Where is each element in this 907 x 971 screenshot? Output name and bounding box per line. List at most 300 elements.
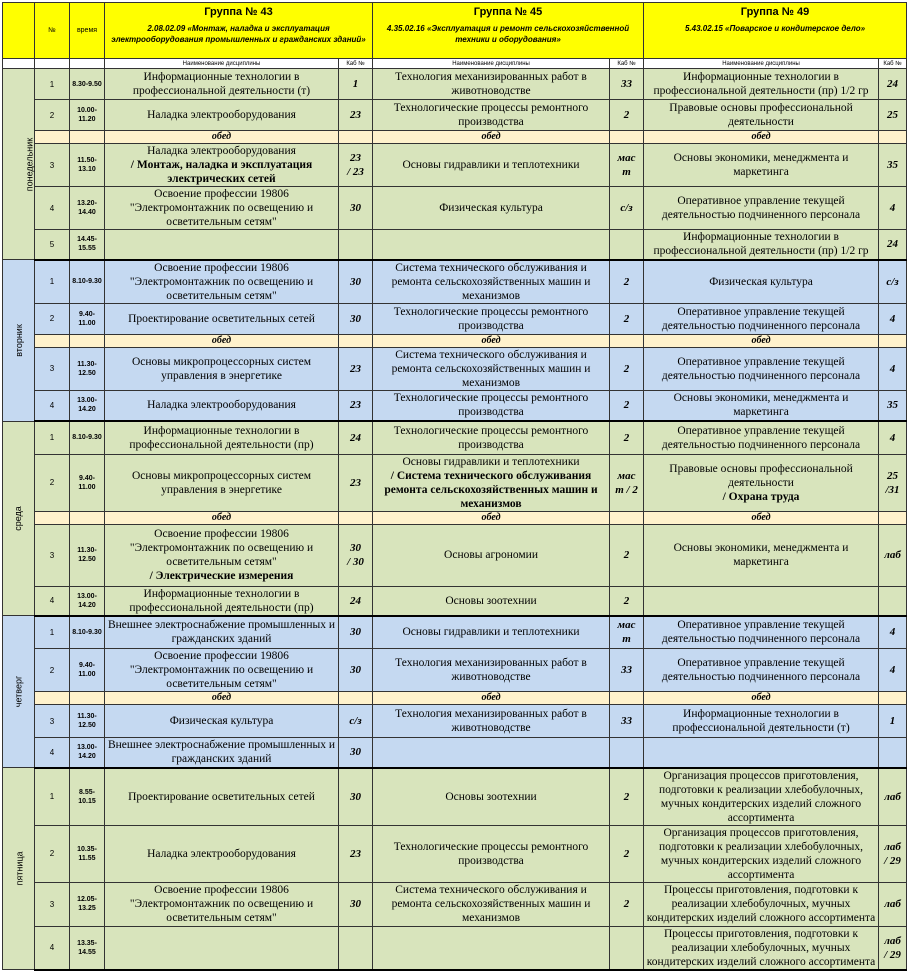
subject-cell-group-1	[105, 187, 339, 230]
lunch-row	[3, 131, 907, 144]
day-label-2	[3, 421, 35, 616]
lunch-blank	[35, 334, 70, 347]
subject-name: Информационные технологии в профессиональной деятельности (пр)	[129, 424, 314, 451]
subject-cell-group-3	[644, 768, 879, 826]
room-number: с/з	[886, 275, 899, 288]
room-number: 30	[350, 275, 361, 288]
lesson-row	[3, 187, 907, 230]
subject-cell-group-1	[105, 69, 339, 100]
room-caption: Каб №	[610, 59, 644, 69]
room-number: 4	[889, 202, 896, 214]
room-number: 4	[889, 431, 896, 444]
subject-cell-group-2	[373, 144, 610, 187]
subject-name: Технологические процессы ремонтного производства	[393, 840, 589, 867]
room-number: 35	[887, 399, 899, 412]
subject-cell-group-1	[105, 421, 339, 454]
lunch-blank	[70, 511, 105, 524]
subject-cell-group-2	[373, 926, 610, 970]
subject-cell-group-2	[373, 825, 610, 882]
room-cell-group-2	[610, 187, 644, 230]
day-label-3	[3, 616, 35, 768]
subject-name: Информационные технологии в профессиональной деятельности (т)	[672, 708, 850, 734]
room-cell-group-1	[339, 69, 373, 100]
room-cell-group-3	[879, 260, 907, 304]
lunch-blank	[70, 334, 105, 347]
room-cell-group-1	[339, 926, 373, 970]
lunch-room-blank	[610, 511, 644, 524]
lunch-label: обед	[105, 692, 339, 705]
subject-cell-group-2	[373, 303, 610, 334]
subject-name: Основы экономики, менеджмента и маркетинга	[673, 152, 849, 178]
subject-cell-group-2	[373, 738, 610, 768]
subject-name: Оперативное управление текущей деятельностью подчиненного персонала	[661, 424, 861, 451]
subject-cell-group-1	[105, 705, 339, 738]
room-cell-group-3	[879, 705, 907, 738]
subject-cell-group-1	[105, 260, 339, 304]
room-cell-group-2	[610, 738, 644, 768]
room-cell-group-1	[339, 705, 373, 738]
room-cell-group-1	[339, 187, 373, 230]
lunch-label: обед	[644, 511, 879, 524]
room-number: 2	[623, 790, 630, 803]
lesson-number: 1	[35, 69, 70, 100]
lunch-room-blank	[610, 334, 644, 347]
subject-name: Технологические процессы ремонтного производства	[393, 392, 589, 419]
lunch-room-blank	[879, 131, 907, 144]
lesson-number: 4	[35, 586, 70, 616]
lesson-row	[3, 454, 907, 511]
lesson-time: 11.30-12.50	[70, 347, 105, 390]
room-cell-group-3	[879, 738, 907, 768]
subject-cell-group-3	[644, 230, 879, 260]
room-number: 4	[889, 312, 896, 325]
subject-name: Физическая культура	[169, 715, 274, 727]
subject-name: Наладка электрооборудования	[147, 109, 296, 121]
lesson-row	[3, 768, 907, 826]
subject-cell-group-2	[373, 882, 610, 926]
subject-cell-group-3	[644, 69, 879, 100]
day-label-1	[3, 260, 35, 422]
room-cell-group-1	[339, 586, 373, 616]
subject-name: Основы микропроцессорных систем управления в энергетике	[131, 469, 312, 496]
room-number: 24	[350, 594, 361, 607]
subject-cell-group-3	[644, 260, 879, 304]
subject-alt-name: / Электрические измерения	[149, 570, 294, 582]
lesson-row	[3, 586, 907, 616]
header-number: №	[35, 3, 70, 59]
lesson-time: 11.30-12.50	[70, 524, 105, 586]
subject-name: Процессы приготовления, подготовки к реализации хлебобулочных, мучных кондитерских изделий сложного ассортимента	[646, 884, 876, 924]
subject-name: Наладка электрооборудования	[147, 145, 296, 157]
room-number: 35	[887, 159, 899, 171]
subject-cell-group-1	[105, 768, 339, 826]
subject-alt-name: / Система технического обслуживания ремонта сельскохозяйственных машин и механизмов	[384, 469, 598, 510]
group-43-specialty: 2.08.02.09 «Монтаж, наладка и эксплуатация электрооборудования промышленных и гражданских зданий»	[111, 24, 366, 44]
lesson-number: 1	[35, 768, 70, 826]
subject-cell-group-3	[644, 882, 879, 926]
subject-cell-group-3	[644, 524, 879, 586]
lunch-label: обед	[105, 131, 339, 144]
subject-cell-group-3	[644, 738, 879, 768]
lunch-label: обед	[105, 511, 339, 524]
group-45-specialty: 4.35.02.16 «Эксплуатация и ремонт сельскохозяйственной техники и оборудования»	[386, 24, 630, 44]
subject-name: Информационные технологии в профессиональной деятельности (пр) 1/2 гр	[653, 71, 869, 97]
day-name: четверг	[13, 675, 24, 708]
subject-cell-group-3	[644, 347, 879, 390]
subject-cell-group-2	[373, 260, 610, 304]
subject-alt-name: / Охрана труда	[722, 490, 800, 503]
room-number: 25	[887, 469, 899, 482]
room-number: 24	[887, 78, 899, 90]
lunch-blank	[70, 692, 105, 705]
room-number: 30	[350, 626, 361, 639]
lesson-time: 9.40-11.00	[70, 303, 105, 334]
room-cell-group-2	[610, 649, 644, 692]
room-cell-group-3	[879, 454, 907, 511]
room-cell-group-1	[339, 303, 373, 334]
room-number: 30	[350, 202, 361, 214]
room-cell-group-2	[610, 768, 644, 826]
room-cell-group-1	[339, 616, 373, 649]
room-number: 2	[623, 847, 630, 860]
room-cell-group-1	[339, 768, 373, 826]
subject-name: Информационные технологии в профессиональной деятельности (пр) 1/2 гр	[653, 231, 869, 258]
group-45-title: Группа № 45	[473, 6, 543, 18]
room-cell-group-3	[879, 347, 907, 390]
subject-cell-group-1	[105, 230, 339, 260]
lunch-blank	[70, 131, 105, 144]
subject-cell-group-2	[373, 100, 610, 131]
header-time: время	[70, 3, 105, 59]
lunch-room-blank	[339, 131, 373, 144]
room-cell-group-2	[610, 260, 644, 304]
room-cell-group-2	[610, 882, 644, 926]
room-number: 33	[621, 78, 633, 90]
room-cell-group-2	[610, 926, 644, 970]
room-number: 2	[623, 312, 630, 325]
subject-cell-group-2	[373, 421, 610, 454]
lunch-room-blank	[339, 692, 373, 705]
group-49-header	[644, 3, 907, 59]
room-cell-group-3	[879, 230, 907, 260]
room-number: 30	[350, 790, 361, 803]
subject-cell-group-3	[644, 649, 879, 692]
room-cell-group-3	[879, 825, 907, 882]
lesson-number: 4	[35, 738, 70, 768]
subject-cell-group-3	[644, 705, 879, 738]
room-cell-group-2	[610, 100, 644, 131]
lesson-time: 9.40-11.00	[70, 454, 105, 511]
lesson-row	[3, 825, 907, 882]
subject-name: Правовые основы профессиональной деятельности	[669, 462, 853, 489]
subject-cell-group-1	[105, 454, 339, 511]
subject-name: Организация процессов приготовления, подготовки к реализации хлебобулочных, мучных кондитерских изделий сложного ассортимента	[659, 826, 864, 881]
room-number: 30	[350, 664, 361, 676]
room-number: 23	[350, 399, 361, 412]
subject-name: Основы экономики, менеджмента и маркетинга	[673, 392, 849, 419]
subject-cell-group-2	[373, 187, 610, 230]
subject-cell-group-1	[105, 303, 339, 334]
subject-name: Проектирование осветительных сетей	[128, 790, 315, 803]
room-number: с/з	[349, 715, 362, 727]
lesson-time: 8.10-9.30	[70, 616, 105, 649]
lunch-label: обед	[373, 692, 610, 705]
room-number: 24	[350, 431, 361, 444]
lesson-number: 3	[35, 705, 70, 738]
subject-cell-group-3	[644, 100, 879, 131]
room-cell-group-2	[610, 454, 644, 511]
subject-name: Основы зоотехнии	[445, 790, 537, 803]
lesson-number: 3	[35, 144, 70, 187]
room-cell-group-2	[610, 144, 644, 187]
lesson-time: 13.20-14.40	[70, 187, 105, 230]
subject-cell-group-2	[373, 230, 610, 260]
day-label-4	[3, 768, 35, 970]
room-cell-group-1	[339, 421, 373, 454]
subject-name: Оперативное управление текущей деятельностью подчиненного персонала	[661, 305, 861, 332]
room-cell-group-1	[339, 260, 373, 304]
subject-cell-group-3	[644, 616, 879, 649]
lesson-row	[3, 390, 907, 421]
room-cell-group-2	[610, 586, 644, 616]
room-cell-group-3	[879, 926, 907, 970]
subject-name: Технологические процессы ремонтного производства	[393, 305, 589, 332]
lesson-time: 13.00-14.20	[70, 586, 105, 616]
room-number: 2	[623, 549, 630, 561]
lesson-row	[3, 649, 907, 692]
lunch-label: обед	[105, 334, 339, 347]
room-cell-group-3	[879, 69, 907, 100]
room-cell-group-2	[610, 69, 644, 100]
subject-cell-group-2	[373, 705, 610, 738]
room-number: 2	[623, 898, 630, 910]
subject-name: Основы гидравлики и теплотехники	[402, 626, 580, 639]
subject-caption: Наименование дисциплины	[373, 59, 610, 69]
room-cell-group-3	[879, 524, 907, 586]
room-alt-number: т	[622, 166, 631, 178]
subject-cell-group-3	[644, 825, 879, 882]
subject-cell-group-3	[644, 586, 879, 616]
subject-name: Проектирование осветительных сетей	[128, 312, 315, 325]
subject-name: Наладка электрооборудования	[147, 847, 296, 860]
lesson-time: 9.40-11.00	[70, 649, 105, 692]
room-number: 2	[623, 594, 630, 607]
subject-name: Оперативное управление текущей деятельностью подчиненного персонала	[661, 619, 861, 646]
lesson-row	[3, 303, 907, 334]
subject-name: Основы экономики, менеджмента и маркетинга	[673, 542, 849, 568]
subject-cell-group-1	[105, 825, 339, 882]
lesson-number: 2	[35, 825, 70, 882]
lunch-label: обед	[644, 131, 879, 144]
subject-name: Основы зоотехнии	[445, 594, 537, 607]
subject-name: Информационные технологии в профессиональной деятельности (пр)	[129, 587, 314, 614]
lunch-label: обед	[373, 334, 610, 347]
lesson-row	[3, 882, 907, 926]
lesson-number: 2	[35, 649, 70, 692]
lesson-time: 10.35-11.55	[70, 825, 105, 882]
subject-cell-group-2	[373, 586, 610, 616]
subject-alt-name: / Монтаж, наладка и эксплуатация электрических сетей	[130, 159, 313, 185]
room-number: 23	[350, 152, 361, 164]
subject-cell-group-3	[644, 144, 879, 187]
lesson-number: 1	[35, 421, 70, 454]
lesson-row	[3, 100, 907, 131]
subject-cell-group-1	[105, 616, 339, 649]
room-number: лаб	[884, 934, 901, 947]
room-cell-group-3	[879, 421, 907, 454]
lesson-number: 3	[35, 882, 70, 926]
subject-name: Технология механизированных работ в животноводстве	[395, 71, 587, 97]
lesson-row	[3, 260, 907, 304]
subject-name: Физическая культура	[709, 275, 813, 288]
lesson-row	[3, 616, 907, 649]
schedule-table	[2, 2, 907, 971]
lesson-time: 10.00-11.20	[70, 100, 105, 131]
room-cell-group-1	[339, 230, 373, 260]
lesson-time: 8.30-9.50	[70, 69, 105, 100]
lesson-row	[3, 524, 907, 586]
subject-cell-group-3	[644, 390, 879, 421]
room-number: 30	[350, 312, 361, 325]
subject-cell-group-1	[105, 100, 339, 131]
room-caption: Каб №	[339, 59, 373, 69]
room-alt-number: / 23	[347, 166, 364, 178]
subject-name: Основы агрономии	[444, 549, 538, 561]
room-number: 2	[623, 431, 630, 444]
lesson-row	[3, 69, 907, 100]
room-number: 2	[623, 109, 630, 121]
room-number: 25	[887, 109, 899, 121]
subject-name: Внешнее электроснабжение промышленных и гражданских зданий	[107, 739, 336, 766]
caption-row	[3, 59, 907, 69]
room-cell-group-2	[610, 524, 644, 586]
subject-name: Освоение профессии 19806 "Электромонтажник по освещению и осветительным сетям"	[129, 650, 314, 690]
subject-name: Оперативное управление текущей деятельностью подчиненного персонала	[661, 195, 861, 221]
lesson-number: 3	[35, 524, 70, 586]
subject-cell-group-2	[373, 768, 610, 826]
subject-cell-group-1	[105, 586, 339, 616]
caption-blank	[3, 59, 35, 69]
subject-cell-group-1	[105, 524, 339, 586]
day-name: понедельник	[24, 137, 35, 191]
subject-name: Система технического обслуживания и ремонта сельскохозяйственных машин и механизмов	[391, 348, 591, 389]
lesson-number: 4	[35, 187, 70, 230]
lesson-number: 1	[35, 616, 70, 649]
subject-name: Наладка электрооборудования	[147, 399, 296, 412]
subject-cell-group-1	[105, 926, 339, 970]
room-cell-group-3	[879, 768, 907, 826]
lesson-number: 2	[35, 303, 70, 334]
subject-cell-group-2	[373, 347, 610, 390]
subject-name: Внешнее электроснабжение промышленных и гражданских зданий	[107, 619, 336, 646]
lesson-number: 2	[35, 100, 70, 131]
room-cell-group-3	[879, 187, 907, 230]
room-cell-group-2	[610, 825, 644, 882]
lesson-number: 1	[35, 260, 70, 304]
room-number: 33	[621, 664, 633, 676]
room-number: 24	[887, 238, 899, 251]
room-number: лаб	[884, 898, 901, 910]
room-alt-number: /31	[885, 483, 900, 496]
room-cell-group-2	[610, 230, 644, 260]
caption-blank	[35, 59, 70, 69]
subject-cell-group-2	[373, 616, 610, 649]
room-number: 23	[350, 476, 361, 489]
lesson-number: 5	[35, 230, 70, 260]
room-cell-group-3	[879, 144, 907, 187]
subject-cell-group-2	[373, 390, 610, 421]
room-number: 23	[350, 847, 361, 860]
room-cell-group-1	[339, 524, 373, 586]
lesson-row	[3, 738, 907, 768]
lesson-row	[3, 421, 907, 454]
day-name: пятница	[14, 851, 25, 886]
room-number: 4	[889, 626, 896, 639]
lunch-blank	[35, 692, 70, 705]
room-cell-group-1	[339, 390, 373, 421]
lesson-time: 14.45-15.55	[70, 230, 105, 260]
lunch-room-blank	[610, 692, 644, 705]
lesson-row	[3, 347, 907, 390]
room-alt-number: т / 2	[615, 483, 638, 496]
lesson-number: 3	[35, 347, 70, 390]
subject-caption: Наименование дисциплины	[105, 59, 339, 69]
room-number: мас	[617, 152, 636, 164]
lesson-row	[3, 230, 907, 260]
subject-cell-group-2	[373, 69, 610, 100]
room-number: 23	[350, 109, 361, 121]
lesson-row	[3, 705, 907, 738]
room-cell-group-1	[339, 144, 373, 187]
subject-cell-group-2	[373, 649, 610, 692]
room-cell-group-3	[879, 390, 907, 421]
subject-name: Основы гидравлики и теплотехники	[402, 159, 580, 171]
lunch-label: обед	[644, 334, 879, 347]
lunch-room-blank	[879, 334, 907, 347]
lunch-row	[3, 334, 907, 347]
room-cell-group-1	[339, 347, 373, 390]
subject-cell-group-1	[105, 347, 339, 390]
group-49-title: Группа № 49	[740, 6, 810, 18]
lunch-room-blank	[879, 692, 907, 705]
lesson-time: 12.05-13.25	[70, 882, 105, 926]
subject-name: Организация процессов приготовления, подготовки к реализации хлебобулочных, мучных кондитерских изделий сложного ассортимента	[659, 769, 864, 824]
subject-name: Освоение профессии 19806 "Электромонтажник по освещению и осветительным сетям"	[129, 188, 314, 228]
room-number: 1	[889, 715, 896, 727]
day-name: вторник	[13, 323, 24, 357]
subject-name: Система технического обслуживания и ремонта сельскохозяйственных машин и механизмов	[391, 884, 591, 924]
room-caption: Каб №	[879, 59, 907, 69]
group-43-title: Группа № 43	[204, 6, 273, 18]
room-alt-number: т	[622, 633, 631, 646]
subject-name: Освоение профессии 19806 "Электромонтажник по освещению и осветительным сетям"	[129, 528, 314, 568]
room-number: мас	[617, 469, 636, 482]
subject-name: Технологические процессы ремонтного производства	[393, 424, 589, 451]
lunch-room-blank	[339, 511, 373, 524]
subject-name: Основы микропроцессорных систем управления в энергетике	[131, 355, 312, 382]
lunch-row	[3, 511, 907, 524]
room-number: 23	[350, 362, 361, 375]
day-name: среда	[12, 505, 23, 531]
subject-name: Правовые основы профессиональной деятельности	[669, 102, 853, 128]
subject-cell-group-1	[105, 738, 339, 768]
room-cell-group-3	[879, 586, 907, 616]
room-cell-group-3	[879, 649, 907, 692]
subject-name: Оперативное управление текущей деятельностью подчиненного персонала	[661, 355, 861, 382]
room-cell-group-1	[339, 825, 373, 882]
subject-name: Освоение профессии 19806 "Электромонтажник по освещению и осветительным сетям"	[129, 884, 314, 924]
room-number: 30	[350, 898, 361, 910]
